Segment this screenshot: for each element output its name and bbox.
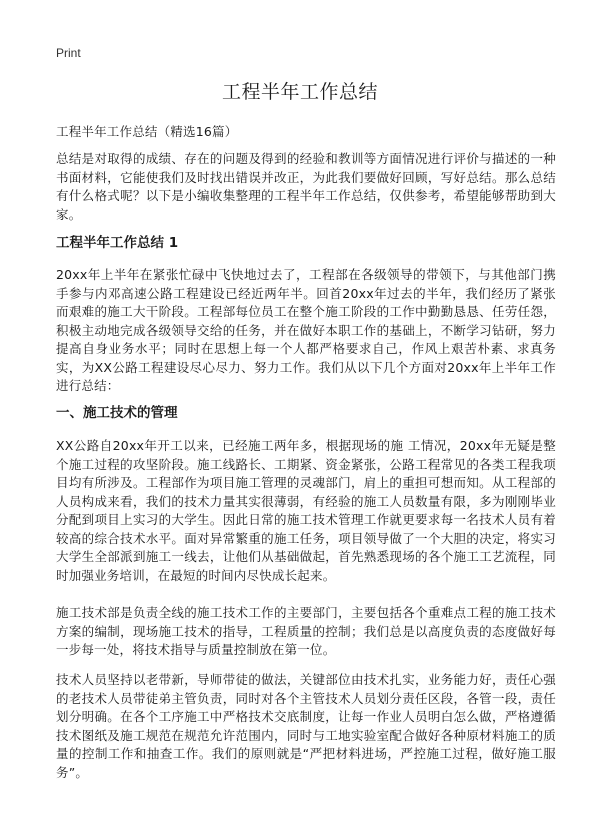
document-title: 工程半年工作总结	[221, 81, 378, 103]
paragraph-mentoring: 技术人员坚持以老带新，导师带徒的做法，关键部位由技术扎实，业务能力好，责任心强的老技术人员带徒弟主管负责，同时对各个主管技术人员划分责任区段，各管一段，责任划分明确。在各个工序施工中严格技术交底制度，让每一作业人员明白怎么做，严格遵循技术图纸及施工规范在规范允许范围内，同时与工地实验室配合做好各种原材料施工的质量的控制工作和抽查工作。我们的原则就是“严把材料进场，严控施工过程，做好施工服务”。	[56, 672, 556, 780]
paragraph-construction-tech: XX公路自20xx年开工以来，已经施工两年多，根据现场的施 工情况，20xx年无疑是整个施工过程的攻坚阶段。施工线路长、工期紧、资金紧张，公路工程常见的各类工程我项目均有所涉及。工程部作为项目施工管理的灵魂部门，肩上的重担可想而知。从工程部的人员构成来看，我们的技术力量其实很薄弱，有经验的施工人员数量有限，多为刚刚毕业分配到项目上实习的大学生。因此日常的施工技术管理工作就更要求每一名技术人员有着较高的综合技术水平。面对异常繁重的施工任务，项目领导做了一个大胆的决定，将实习大学生全部派到施工一线去，让他们从基础做起，首先熟悉现场的各个施工工艺流程，同时加强业务培训，在最短的时间内尽快成长起来。	[56, 438, 556, 583]
paragraph-tech-department: 施工技术部是负责全线的施工技术工作的主要部门，主要包括各个重难点工程的施工技术方案的编制，现场施工技术的指导，工程质量的控制；我们总是以高度负责的态度做好每一步每一处，将技术指导与质量控制放在第一位。	[56, 605, 556, 657]
intro-paragraph: 总结是对取得的成绩、存在的问题及得到的经验和教训等方面情况进行评价与描述的一种书面材料，它能使我们及时找出错误并改正，为此我们要做好回顾，写好总结。那么总结有什么格式呢？以下是小编收集整理的工程半年工作总结，仅供参考，希望能够帮助到大家。	[56, 151, 556, 222]
print-link[interactable]: Print	[56, 46, 81, 60]
subsection-heading-construction-tech: 一、施工技术的管理	[56, 405, 178, 421]
paragraph-overview: 20xx年上半年在紧张忙碌中飞快地过去了，工程部在各级领导的带领下，与其他部门携手参与内邓高速公路工程建设已经近两年半。回首20xx年过去的半年，我们经历了紧张而艰难的施工大干阶段。工程部每位员工在整个施工阶段的工作中勤勤恳恳、任劳任怨，积极主动地完成各级领导交给的任务，并在做好本职工作的基础上，不断学习钻研，努力提高自身业务水平；同时在思想上每一个人都严格要求自己，作风上艰苦朴素、求真务实，为XX公路工程建设尽心尽力、努力工作。我们从以下几个方面对20xx年上半年工作进行总结：	[56, 267, 556, 393]
section-heading-summary-1: 工程半年工作总结 1	[56, 235, 179, 251]
document-subtitle: 工程半年工作总结（精选16篇）	[56, 124, 238, 139]
